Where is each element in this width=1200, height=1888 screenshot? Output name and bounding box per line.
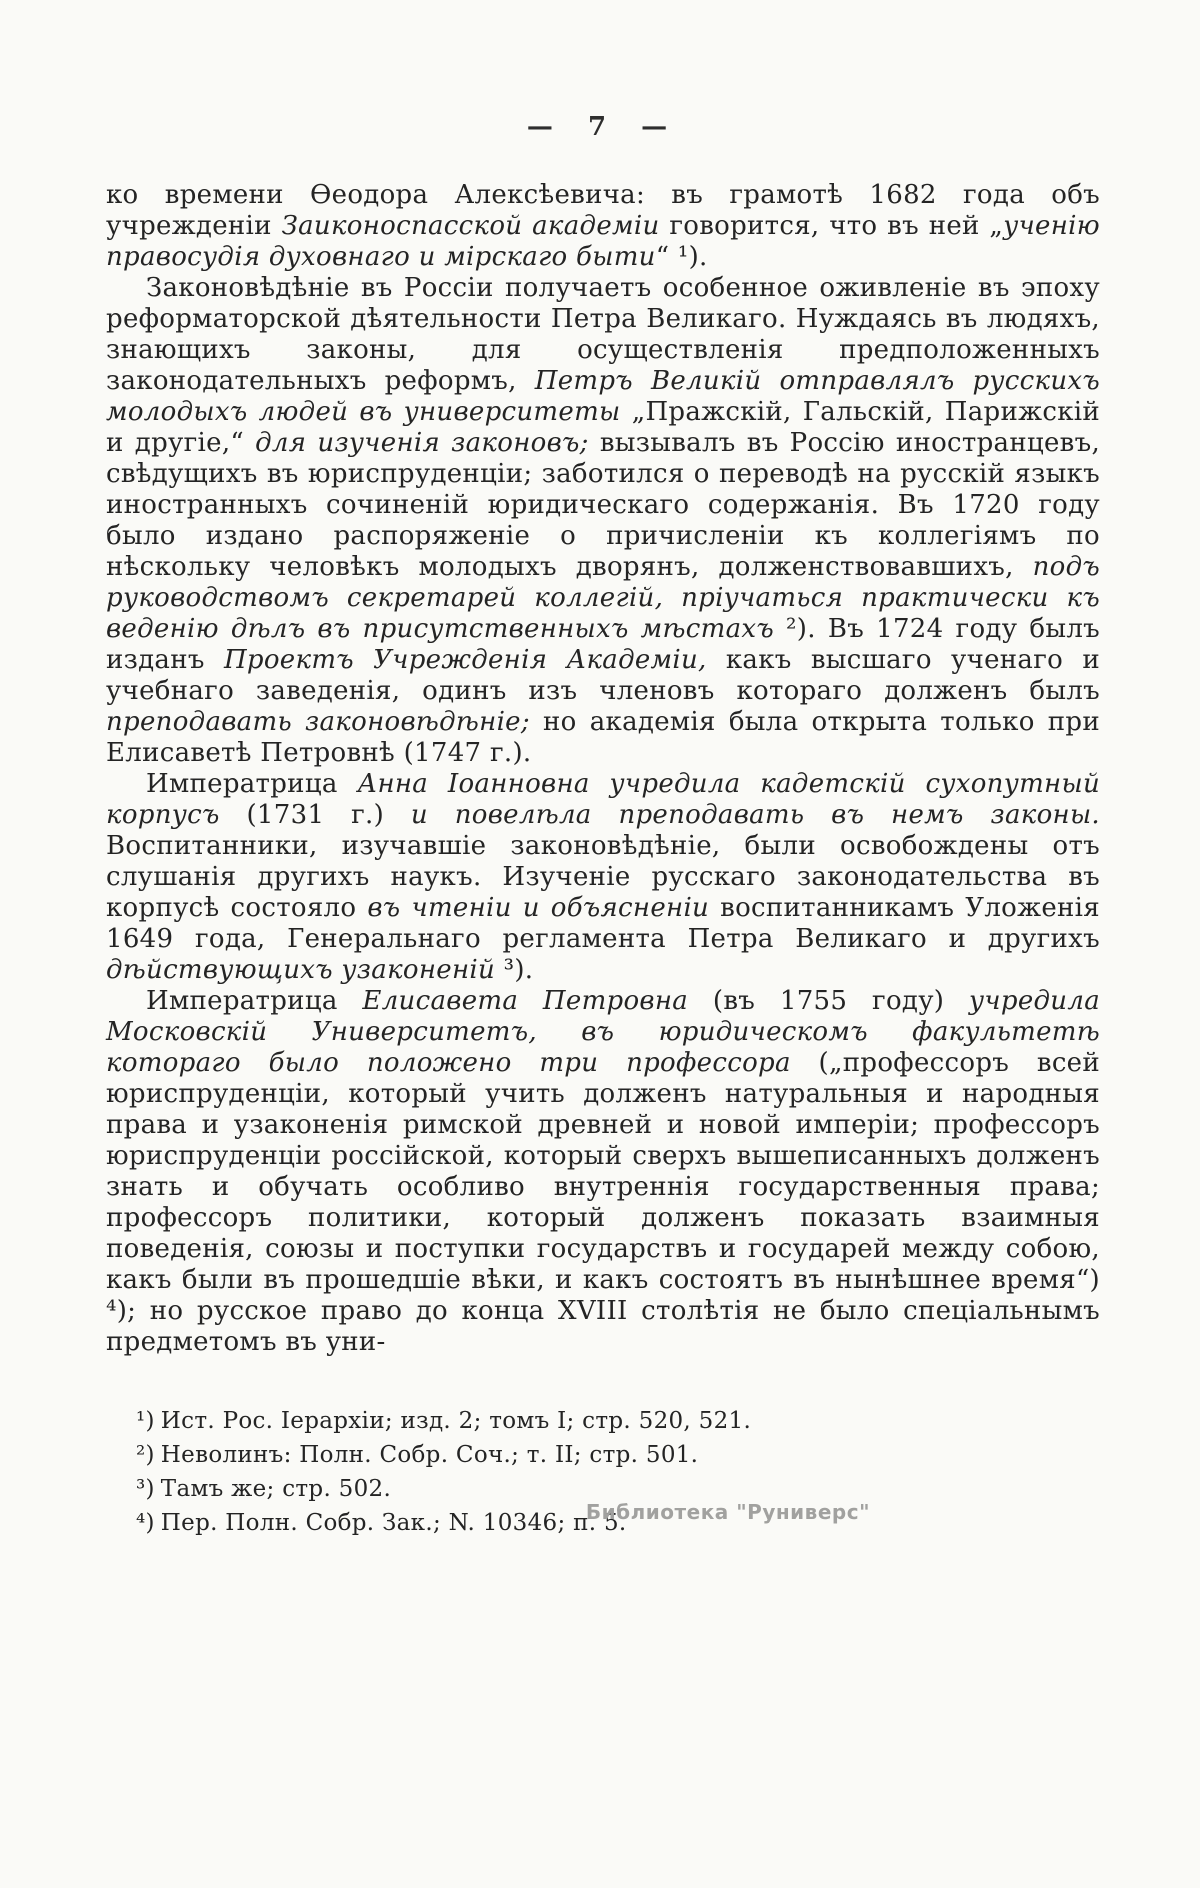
footnote-text: Пер. Полн. Собр. Зак.; N. 10346; п. 5.	[160, 1510, 627, 1536]
paragraph-3: Императрица Анна Іоанновна учредила кадетскій сухопутный корпусъ (1731 г.) и повелѣла преподавать въ немъ законы. Воспитанники, изучавшіе законовѣдѣніе, были освобождены отъ слушанія другихъ наукъ. Изученіе русскаго законодательства въ корпусѣ состояло въ чтеніи и объясненіи воспитанникамъ Уложенія 1649 года, Генеральнаго регламента Петра Великаго и другихъ дѣйствующихъ узаконеній ³).	[106, 769, 1100, 985]
footnote-marker: ²)	[136, 1442, 155, 1468]
paragraph-2: Законовѣдѣніе въ Россіи получаетъ особенное оживленіе въ эпоху реформаторской дѣятельности Петра Великаго. Нуждаясь въ людяхъ, знающихъ законы, для осуществленія предположенныхъ законодательныхъ реформъ, Петръ Великій отправлялъ русскихъ молодыхъ людей въ университеты „Пражскій, Гальскій, Парижскій и другіе,“ для изученія законовъ; вызывалъ въ Россію иностранцевъ, свѣдущихъ въ юриспруденціи; заботился о переводѣ на русскій языкъ иностранныхъ сочиненій юридическаго содержанія. Въ 1720 году было издано распоряженіе о причисленіи къ коллегіямъ по нѣскольку человѣкъ молодыхъ дворянъ, долженствовавшихъ, подъ руководствомъ секретарей коллегій, пріучаться практически къ веденію дѣлъ въ присутственныхъ мѣстахъ ²). Въ 1724 году былъ изданъ Проектъ Учрежденія Академіи, какъ высшаго ученаго и учебнаго заведенія, одинъ изъ членовъ котораго долженъ былъ преподавать законовѣдѣніе; но академія была открыта только при Елисаветѣ Петровнѣ (1747 г.).	[106, 273, 1101, 768]
footnote-text: Неволинъ: Полн. Собр. Соч.; т. II; стр. 501.	[160, 1442, 699, 1468]
footnote-1	[136, 1404, 1100, 1438]
footnote-text: Тамъ же; стр. 502.	[160, 1476, 392, 1502]
paragraph-4: Императрица Елисавета Петровна (въ 1755 году) учредила Московскій Университетъ, въ юридическомъ факультетѣ котораго было положено три профессора („профессоръ всей юриспруденціи, который учить долженъ натуральныя и народныя права и узаконенія римской древней и новой имперіи; профессоръ юриспруденціи россійской, который сверхъ вышеписанныхъ долженъ знать и обучать особливо внутреннія государственныя права; профессоръ политики, который долженъ показать взаимныя поведенія, союзы и поступки государствъ и государей между собою, какъ были въ прошедшіе вѣки, и какъ состоятъ въ нынѣшнее время“) ⁴); но русское право до конца XVIII столѣтія не было спеціальнымъ предметомъ въ уни-	[106, 986, 1101, 1357]
footnote-2	[136, 1438, 1100, 1472]
page-body	[106, 180, 1100, 1358]
paragraph-1: ко времени Ѳеодора Алексѣевича: въ грамотѣ 1682 года объ учрежденіи Заиконоспасской академіи говорится, что въ ней „ученію правосудія духовнаго и мірскаго быти“ ¹).	[106, 180, 1100, 272]
library-watermark: Библиотека "Руниверс"	[585, 1500, 870, 1524]
footnote-marker: ⁴)	[136, 1510, 155, 1536]
footnote-text: Ист. Рос. Іерархіи; изд. 2; томъ I; стр. 520, 521.	[160, 1408, 752, 1434]
footnote-marker: ³)	[136, 1476, 155, 1502]
footnote-marker: ¹)	[136, 1408, 155, 1434]
page-number: — 7 —	[526, 112, 674, 142]
page-header	[0, 0, 1200, 142]
